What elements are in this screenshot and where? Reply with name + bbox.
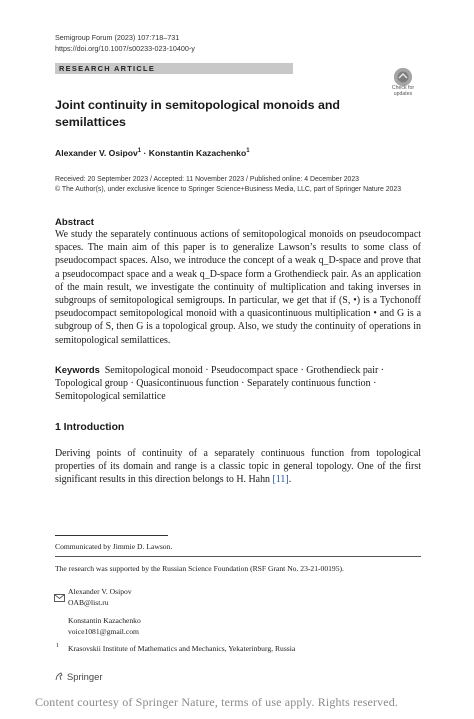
contact-2-name: Konstantin Kazachenko [68, 616, 141, 625]
publisher-name: Springer [67, 671, 103, 682]
springer-horse-icon [55, 672, 64, 681]
article-type-label: RESEARCH ARTICLE [59, 64, 156, 73]
check-for-updates-badge[interactable] [386, 86, 420, 98]
updates-line1: Check for [391, 85, 415, 91]
intro-paragraph: Deriving points of continuity of a separately continuous function from topological properties of its domain and range is a classic topic in general topology. One of the first significant results in this direction belongs to H. Hahn [55, 448, 421, 486]
funding-note: The research was supported by the Russian Science Foundation (RSF Grant No. 23-21-00195). [55, 564, 344, 573]
copyright-line: © The Author(s), under exclusive licence to Springer Science+Business Media, LLC, part of Springer Nature 2023 [55, 186, 402, 193]
affiliation-text: Krasovskii Institute of Mathematics and Mechanics, Yekaterinburg, Russia [68, 644, 296, 653]
keywords-section [55, 363, 421, 404]
author-1-affil: 1 [137, 148, 142, 155]
abstract-text: We study the separately continuous actions of semitopological monoids on pseudocompact spaces. The main aim of this paper is to generalize Lawson’s results to some class of pseudocompact spaces. Also, we introduce the concept of a weak q_D-space and prove that a pseudocompact space and a weak q_D-space form a Grothendieck pair. As an application of the main result, we investigate the continuity of multiplication and taking inverses in subgroups of semitopological semigroups. In particular, we get that if (S, •) is a Tychonoff pseudocompact semitopological monoid with a quasicontinuous multiplication • and G is a subgroup of S, then G is a topological group. Also, we study the continuity of operations in semitopological semilattices. [55, 229, 421, 346]
contact-1-name: Alexander V. Osipov [68, 587, 132, 596]
article-title: Joint continuity in semitopological monoids and semilattices [55, 98, 340, 129]
abstract-heading: Abstract [55, 217, 94, 228]
courtesy-notice: Content courtesy of Springer Nature, terms of use apply. Rights reserved. [35, 695, 399, 709]
check-for-updates-icon[interactable] [394, 68, 412, 86]
contact-1-email[interactable]: OAB@list.ru [68, 598, 109, 607]
author-list [55, 148, 250, 158]
keywords-label: Keywords [55, 364, 100, 375]
intro-end: . [288, 474, 292, 486]
citation-link[interactable]: [11] [272, 474, 289, 486]
footnote-divider [55, 556, 421, 557]
keywords-list: Semitopological monoid · Pseudocompact space · Grothendieck pair · Topological group · Quasicontinuous function · Separately continuous function · Semitopological semilattice [55, 365, 385, 403]
doi-link[interactable]: https://doi.org/10.1007/s00233-023-10400-y [55, 44, 195, 53]
journal-citation: Semigroup Forum (2023) 107:718–731 [55, 33, 180, 42]
publisher-footer [55, 671, 102, 682]
journal-info [55, 32, 195, 54]
updates-line2: updates [393, 90, 413, 97]
article-dates [55, 175, 435, 195]
envelope-icon [54, 589, 65, 597]
history-dates: Received: 20 September 2023 / Accepted: 11 November 2023 / Published online: 4 December 2023 [55, 176, 360, 183]
author-separator: · [141, 148, 149, 158]
footnote-rule [55, 535, 168, 536]
author-1[interactable]: Alexander V. Osipov [55, 148, 138, 158]
section-heading-introduction: 1 Introduction [55, 422, 125, 433]
introduction-text [55, 447, 421, 487]
communicated-by: Communicated by Jimmie D. Lawson. [55, 542, 173, 551]
author-2-affil: 1 [246, 148, 250, 155]
author-2[interactable]: Konstantin Kazachenko [148, 148, 247, 158]
corresponding-authors [68, 586, 141, 637]
affiliation-number: 1 [56, 643, 59, 649]
contact-2-email[interactable]: voice1081@gmail.com [68, 627, 139, 636]
